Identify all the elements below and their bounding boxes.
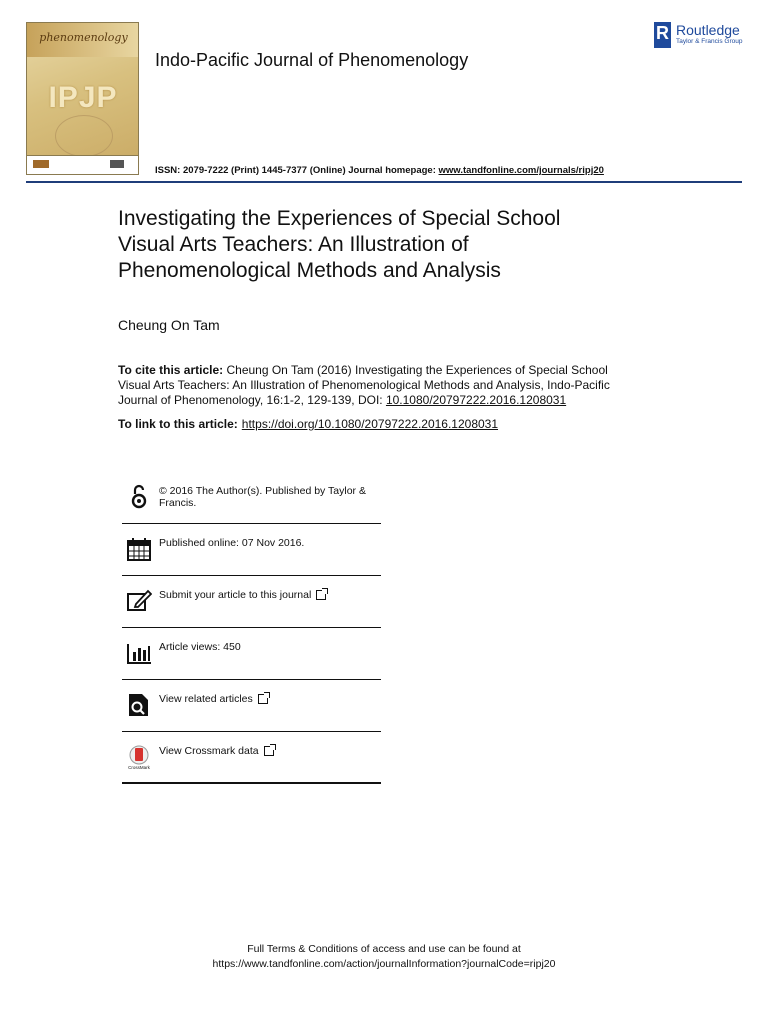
citation-doi-link[interactable]: 10.1080/20797222.2016.1208031 [385,393,567,407]
journal-homepage-link[interactable]: www.tandfonline.com/journals/ripj20 [438,165,604,176]
submit-link-label: Submit your article to this journal [159,589,312,601]
article-info-list [122,472,381,784]
link-label: To link to this article: [118,417,238,431]
external-link-icon [316,590,326,600]
journal-title: Indo-Pacific Journal of Phenomenology [155,50,469,70]
header-rule [26,181,742,183]
citation-text: Cheung On Tam (2016) Investigating the Experiences of Special School Visual Arts Teachers: An Illustration of Phenomenological Methods and Analysis, Indo-Pacific Journal of Phenomenology, 16:1-2, 129-139, DOI: [118,363,610,407]
crossmark-icon [126,744,152,770]
published-row [122,524,381,576]
terms-url[interactable]: https://www.tandfonline.com/action/journalInformation?journalCode=ripj20 [212,958,556,970]
terms-footer [0,942,768,972]
publisher-logo [654,22,749,48]
crossmark-link-label: View Crossmark data [159,745,259,757]
terms-line-1: Full Terms & Conditions of access and use can be found at [247,943,521,955]
publisher-name: Routledge [676,22,740,38]
views-text: Article views: 450 [159,641,241,653]
copyright-text: © 2016 The Author(s). Published by Taylor & Francis. [159,485,366,509]
edit-icon [126,588,152,614]
article-doi-url[interactable]: https://doi.org/10.1080/20797222.2016.1208031 [241,417,499,431]
cover-script-title: phenomenology [39,31,128,44]
issn-text: ISSN: 2079-7222 (Print) 1445-7377 (Online) Journal homepage: [155,165,439,176]
issn-line [155,165,604,176]
article-link-line [118,417,498,431]
open-access-icon [126,484,152,510]
cover-logo-right [110,160,124,168]
journal-cover-image [26,22,139,175]
open-access-row [122,472,381,524]
submit-row[interactable] [122,576,381,628]
external-link-icon [264,746,274,756]
related-row[interactable] [122,680,381,732]
published-text: Published online: 07 Nov 2016. [159,537,305,549]
citation-block [118,363,643,408]
external-link-icon [258,694,268,704]
crossmark-caption: CrossMark [128,765,150,770]
article-title: Investigating the Experiences of Special School Visual Arts Teachers: An Illustration of Phenomenological Methods and Analysis [118,207,561,282]
cover-bottom-band [27,155,138,174]
cover-logo-left [33,160,49,168]
bar-chart-icon [126,640,152,666]
citation-label: To cite this article: [118,363,224,377]
publisher-sub: Taylor & Francis Group [676,38,743,45]
article-author: Cheung On Tam [118,317,220,333]
crossmark-row[interactable] [122,732,381,784]
document-search-icon [126,692,152,718]
related-link-label: View related articles [159,693,253,705]
submit-link[interactable] [159,589,384,601]
routledge-r-icon: R [654,22,671,48]
related-link[interactable] [159,693,384,705]
cover-ornament [55,115,113,157]
cover-abbrev: IPJP [48,81,118,114]
crossmark-link[interactable] [159,745,384,757]
views-row [122,628,381,680]
calendar-icon [126,536,152,562]
